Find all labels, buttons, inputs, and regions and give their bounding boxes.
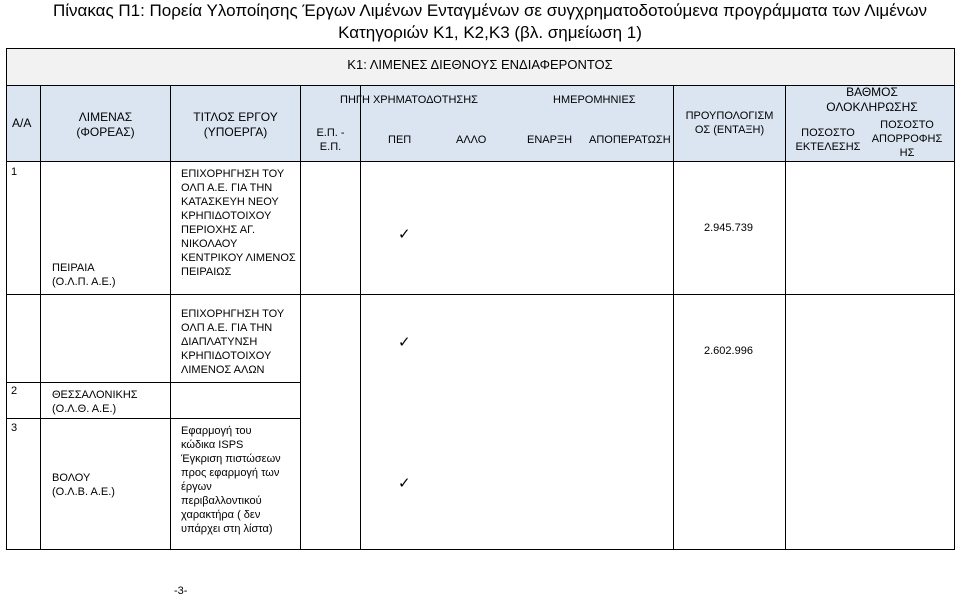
row-1b-pep-check-icon: ✓	[398, 334, 411, 351]
row-2-port: ΘΕΣΣΑΛΟΝΙΚΗΣ (Ο.Λ.Θ. Α.Ε.)	[52, 389, 138, 415]
col-header-ep: Ε.Π. - Ε.Π.	[316, 127, 345, 153]
row-2-aa: 2	[11, 385, 18, 397]
row-1-port: ΠΕΙΡΑΙΑ (Ο.Λ.Π. Α.Ε.)	[52, 262, 116, 288]
col-header-end: ΑΠΟΠΕΡΑΤΩΣΗ	[589, 134, 671, 146]
col-header-pep: ΠΕΠ	[388, 134, 412, 146]
col-header-budget: ΠΡΟΥΠΟΛΟΓΙΣΜ ΟΣ (ΕΝΤΑΞΗ)	[685, 110, 774, 136]
col-header-allo: ΑΛΛΟ	[456, 134, 487, 146]
col-header-absorption-pct: ΠΟΣΟΣΤΟ ΑΠΟΡΡΟΦΗΣ ΗΣ	[871, 119, 943, 159]
col-header-funding-source: ΠΗΓΗ ΧΡΗΜΑΤΟΔΟΤΗΣΗΣ	[340, 94, 478, 106]
col-header-port: ΛΙΜΕΝΑΣ (ΦΟΡΕΑΣ)	[76, 110, 135, 139]
col-header-project: ΤΙΤΛΟΣ ΕΡΓΟΥ (ΥΠΟΕΡΓΑ)	[193, 110, 278, 139]
row-1-aa: 1	[11, 166, 18, 178]
row-3-project: Εφαρμογή του κώδικα ISPS Έγκριση πιστώσεων προς εφαρμογή των έργων περιβαλλοντικού χαρακτήρα ( δεν υπάρχει στη λίστα)	[181, 425, 281, 535]
row-1-pep-check-icon: ✓	[398, 226, 411, 243]
row-1-project: ΕΠΙΧΟΡΗΓΗΣΗ ΤΟΥ ΟΛΠ Α.Ε. ΓΙΑ ΤΗΝ ΚΑΤΑΣΚΕΥΗ ΝΕΟΥ ΚΡΗΠΙΔΟΤΟΙΧΟΥ ΠΕΡΙΟΧΗΣ ΑΓ. ΝΙΚΟΛΑΟΥ ΚΕΝΤΡΙΚΟΥ ΛΙΜΕΝΟΣ ΠΕΙΡΑΙΩΣ	[181, 168, 296, 278]
col-header-dates: ΗΜΕΡΟΜΗΝΙΕΣ	[553, 94, 636, 106]
document-title	[40, 0, 940, 44]
row-1b-budget: 2.602.996	[704, 345, 753, 357]
page-number: -3-	[174, 585, 188, 597]
row-3-port: ΒΟΛΟΥ (Ο.Λ.Β. Α.Ε.)	[52, 472, 115, 498]
title-line-1: Πίνακας Π1: Πορεία Υλοποίησης Έργων Λιμένων Ενταγμένων σε συγχρηματοδοτούμενα προγράμματα των Λιμένων	[52, 1, 928, 20]
col-header-start: ΕΝΑΡΞΗ	[527, 134, 573, 146]
row-3-aa: 3	[11, 422, 18, 434]
col-header-completion: ΒΑΘΜΟΣ ΟΛΟΚΛΗΡΩΣΗΣ	[826, 85, 918, 114]
col-header-aa: Α/Α	[12, 116, 32, 130]
row-1-budget: 2.945.739	[704, 222, 753, 234]
row-1b-project: ΕΠΙΧΟΡΗΓΗΣΗ ΤΟΥ ΟΛΠ Α.Ε. ΓΙΑ ΤΗΝ ΔΙΑΠΛΑΤΥΝΣΗ ΚΡΗΠΙΔΟΤΟΙΧΟΥ ΛΙΜΕΝΟΣ ΑΛΩΝ	[181, 308, 285, 376]
title-line-2: Κατηγοριών Κ1, Κ2,Κ3 (βλ. σημείωση 1)	[338, 23, 642, 42]
category-header: Κ1: ΛΙΜΕΝΕΣ ΔΙΕΘΝΟΥΣ ΕΝΔΙΑΦΕΡΟΝΤΟΣ	[347, 57, 613, 72]
col-header-execution-pct: ΠΟΣΟΣΤΟ ΕΚΤΕΛΕΣΗΣ	[795, 127, 861, 153]
row-3-pep-check-icon: ✓	[398, 475, 411, 492]
